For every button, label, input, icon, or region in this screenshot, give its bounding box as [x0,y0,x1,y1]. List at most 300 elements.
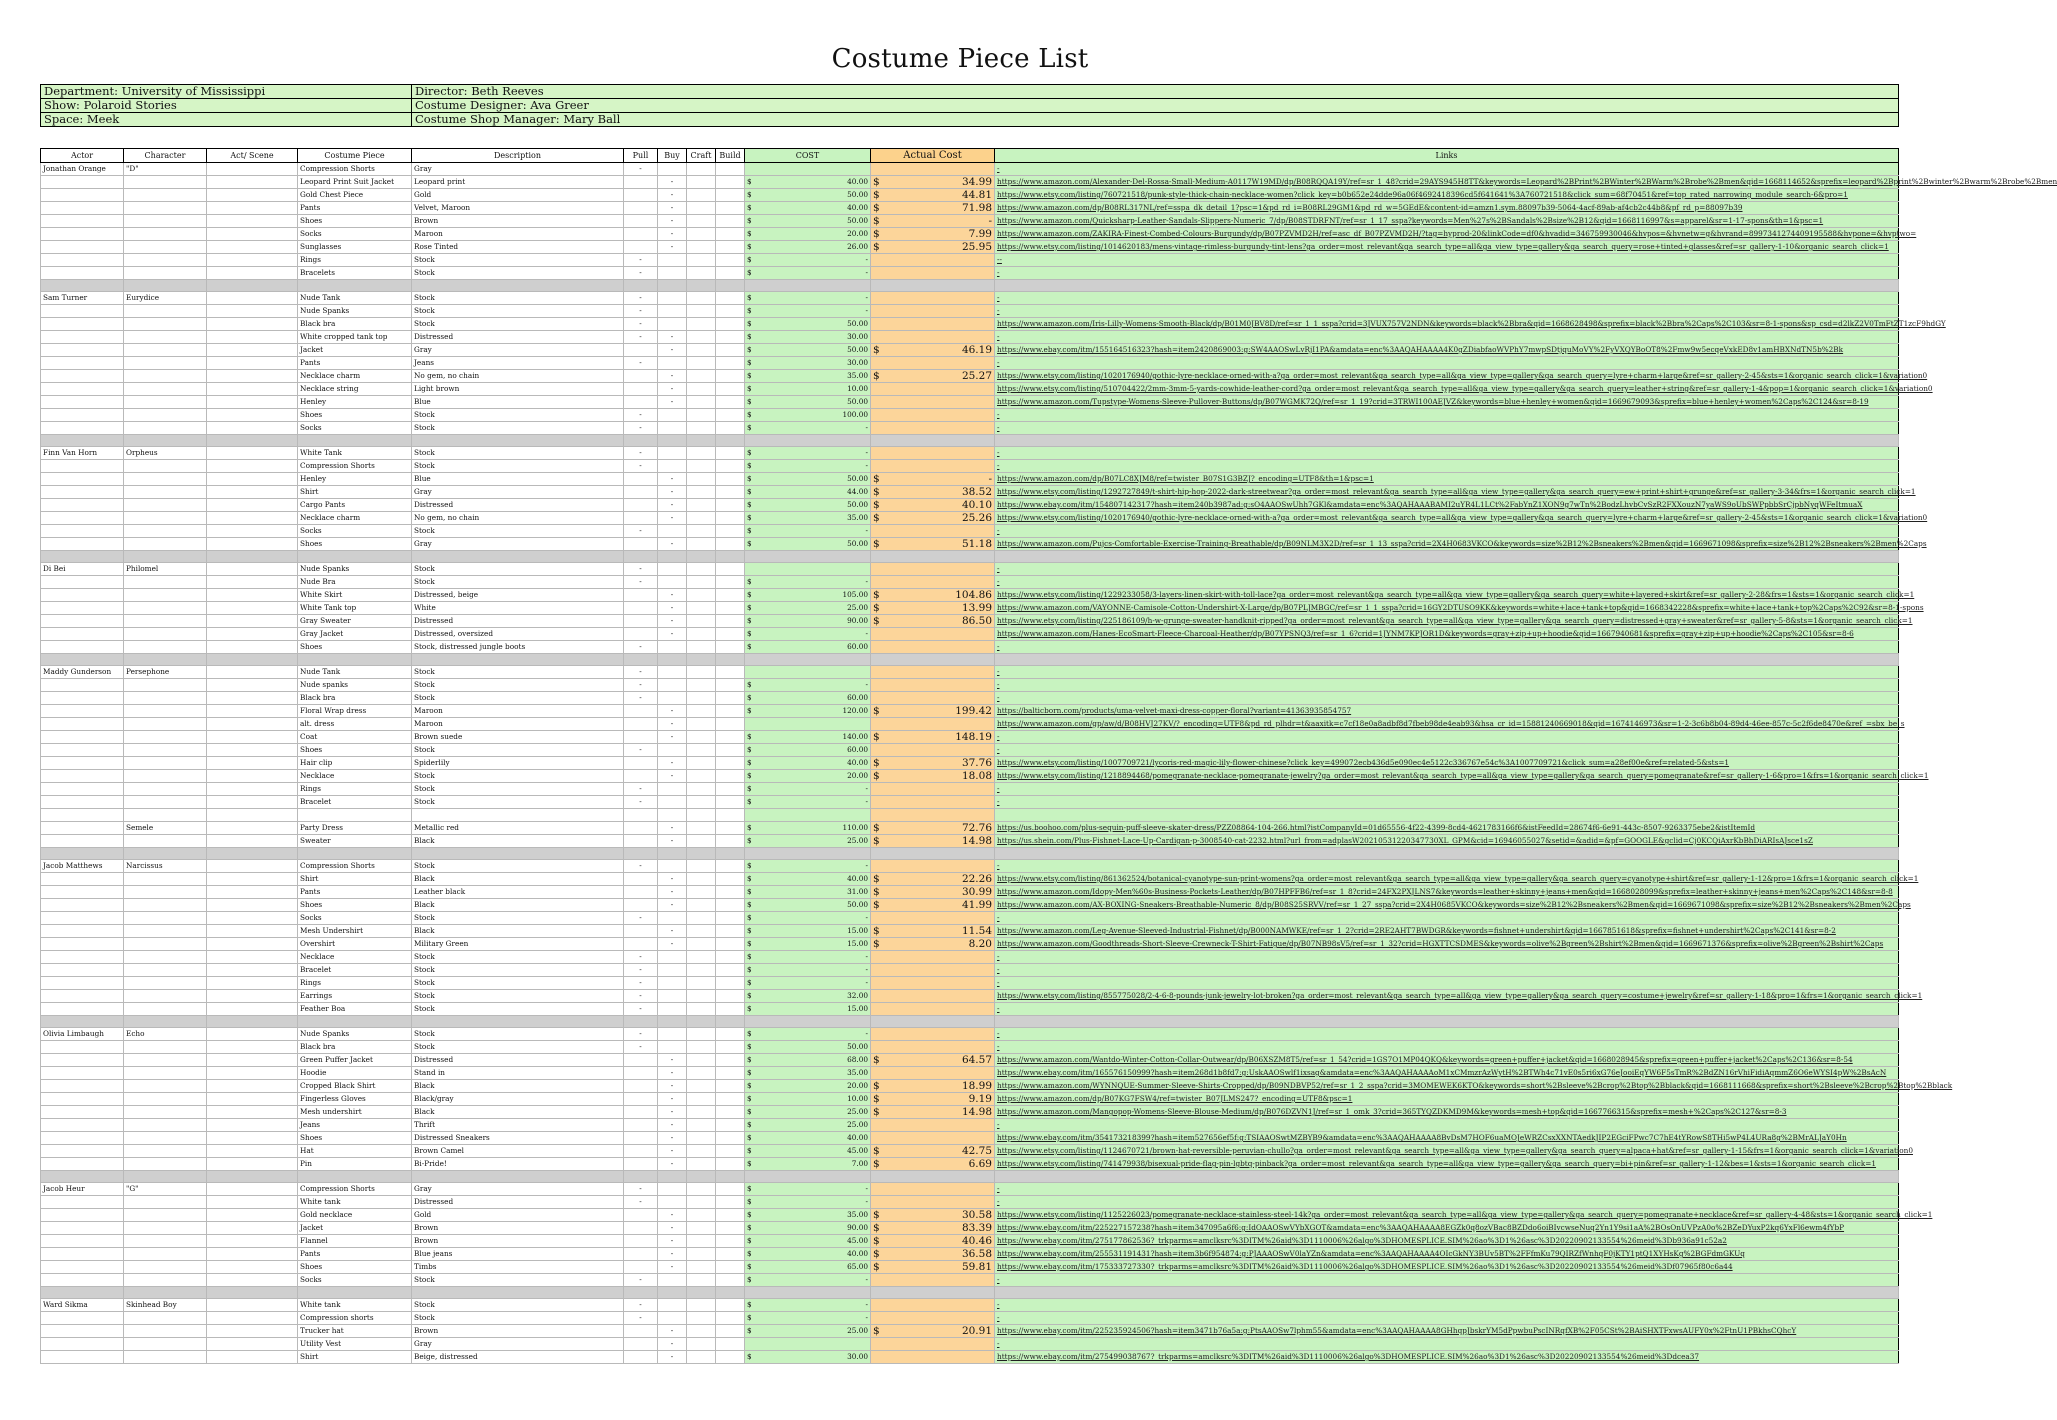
character-cell[interactable] [124,873,207,886]
buy-cell[interactable] [658,783,687,796]
description-cell[interactable]: Stock [412,666,624,679]
character-cell[interactable] [124,460,207,473]
craft-cell[interactable] [687,576,716,589]
build-cell[interactable] [716,964,745,977]
cost-cell[interactable] [745,563,871,576]
build-cell[interactable] [716,1261,745,1274]
character-cell[interactable] [124,267,207,280]
buy-cell[interactable] [658,254,687,267]
space-cell[interactable]: Space: Meek [41,113,412,127]
act-scene-cell[interactable] [207,525,298,538]
actor-cell[interactable] [41,1209,124,1222]
build-cell[interactable] [716,1132,745,1145]
cost-cell[interactable] [745,679,871,692]
craft-cell[interactable] [687,525,716,538]
pull-cell[interactable] [624,499,658,512]
cost-cell[interactable] [745,873,871,886]
craft-cell[interactable] [687,1338,716,1351]
cost-cell[interactable] [745,486,871,499]
character-cell[interactable] [124,215,207,228]
actor-cell[interactable] [41,1093,124,1106]
buy-cell[interactable]: - [658,1261,687,1274]
build-cell[interactable] [716,1054,745,1067]
actor-cell[interactable] [41,1106,124,1119]
description-cell[interactable]: Blue [412,396,624,409]
build-cell[interactable] [716,486,745,499]
character-cell[interactable] [124,1106,207,1119]
buy-cell[interactable] [658,576,687,589]
actual-cost-cell[interactable] [871,576,995,589]
actual-cost-cell[interactable] [871,692,995,705]
costume-piece-cell[interactable]: Gray Sweater [298,615,412,628]
character-cell[interactable] [124,1248,207,1261]
cost-cell[interactable] [745,731,871,744]
actual-cost-cell[interactable] [871,460,995,473]
build-cell[interactable] [716,1338,745,1351]
craft-cell[interactable] [687,1145,716,1158]
costume-piece-cell[interactable]: Floral Wrap dress [298,705,412,718]
buy-cell[interactable]: - [658,512,687,525]
buy-cell[interactable]: - [658,770,687,783]
link-cell[interactable]: https://us.boohoo.com/plus-sequin-puff-sleeve-skater-dress/PZZ08864-104-266.html?istCompanyId=01d65556-4f22-4399-8cd4-4621783166f6&istFeedId=28674f6-6e91-443c-8507-9263375ebe2&istItemId [995,822,1899,835]
actor-cell[interactable] [41,679,124,692]
actor-cell[interactable] [41,1145,124,1158]
description-cell[interactable]: Brown Camel [412,1145,624,1158]
actor-cell[interactable] [41,241,124,254]
actual-cost-cell[interactable] [871,1119,995,1132]
cost-cell[interactable] [745,344,871,357]
craft-cell[interactable] [687,589,716,602]
link-cell[interactable]: https://www.etsy.com/listing/510704422/2mm-3mm-5-yards-cowhide-leather-cord?ga_order=most_relevant&ga_search_type=all&ga_view_type=gallery&ga_search_query=leather+string&ref=sr_gallery-1-4&pop=1&organic_search_click=1&variation0 [995,383,1899,396]
actual-cost-cell[interactable] [871,447,995,460]
craft-cell[interactable] [687,447,716,460]
character-cell[interactable] [124,796,207,809]
pull-cell[interactable] [624,835,658,848]
pull-cell[interactable] [624,1338,658,1351]
actor-cell[interactable] [41,1351,124,1364]
description-cell[interactable]: Leather black [412,886,624,899]
actor-cell[interactable] [41,267,124,280]
craft-cell[interactable] [687,202,716,215]
cost-cell[interactable] [745,1261,871,1274]
pull-cell[interactable] [624,1351,658,1364]
act-scene-cell[interactable] [207,1132,298,1145]
link-cell[interactable]: - [995,447,1899,460]
actual-cost-cell[interactable] [871,228,995,241]
costume-piece-cell[interactable]: Sunglasses [298,241,412,254]
act-scene-cell[interactable] [207,873,298,886]
act-scene-cell[interactable] [207,292,298,305]
build-cell[interactable] [716,1274,745,1287]
craft-cell[interactable] [687,1299,716,1312]
buy-cell[interactable] [658,409,687,422]
buy-cell[interactable]: - [658,1145,687,1158]
cost-cell[interactable] [745,899,871,912]
craft-cell[interactable] [687,228,716,241]
costume-piece-cell[interactable]: White Tank [298,447,412,460]
buy-cell[interactable] [658,990,687,1003]
pull-cell[interactable] [624,1222,658,1235]
buy-cell[interactable] [658,1041,687,1054]
build-cell[interactable] [716,783,745,796]
actual-cost-cell[interactable] [871,1067,995,1080]
craft-cell[interactable] [687,176,716,189]
pull-cell[interactable]: - [624,409,658,422]
pull-cell[interactable] [624,473,658,486]
actor-cell[interactable] [41,1119,124,1132]
act-scene-cell[interactable] [207,679,298,692]
build-cell[interactable] [716,744,745,757]
actor-cell[interactable] [41,783,124,796]
actual-cost-cell[interactable] [871,1325,995,1338]
act-scene-cell[interactable] [207,176,298,189]
build-cell[interactable] [716,202,745,215]
character-cell[interactable] [124,977,207,990]
craft-cell[interactable] [687,679,716,692]
cost-cell[interactable] [745,757,871,770]
costume-piece-cell[interactable]: Shoes [298,641,412,654]
build-cell[interactable] [716,938,745,951]
craft-cell[interactable] [687,796,716,809]
description-cell[interactable]: Black [412,925,624,938]
costume-piece-cell[interactable]: Shirt [298,1351,412,1364]
description-cell[interactable]: White [412,602,624,615]
actor-cell[interactable] [41,473,124,486]
pull-cell[interactable]: - [624,254,658,267]
cost-cell[interactable] [745,1183,871,1196]
build-cell[interactable] [716,331,745,344]
cost-cell[interactable] [745,202,871,215]
act-scene-cell[interactable] [207,1183,298,1196]
pull-cell[interactable]: - [624,679,658,692]
build-cell[interactable] [716,409,745,422]
costume-piece-cell[interactable]: Necklace string [298,383,412,396]
buy-cell[interactable] [658,679,687,692]
craft-cell[interactable] [687,422,716,435]
build-cell[interactable] [716,1080,745,1093]
character-cell[interactable] [124,189,207,202]
character-cell[interactable] [124,383,207,396]
actual-cost-cell[interactable] [871,422,995,435]
pull-cell[interactable] [624,731,658,744]
actual-cost-cell[interactable] [871,383,995,396]
description-cell[interactable]: No gem, no chain [412,512,624,525]
actual-cost-cell[interactable] [871,409,995,422]
craft-cell[interactable] [687,705,716,718]
build-cell[interactable] [716,666,745,679]
link-cell[interactable]: https://www.amazon.com/gp/aw/d/B08HVJ27KV/?_encoding=UTF8&pd_rd_plhdr=t&aaxitk=c7cf18e0a8adbf8d7fbeb98de4eab93&hsa_cr_id=15881240669018&qid=1674146973&sr=1-2-3c6b8b04-89d4-46ee-857c-5c2f6de8470e&ref_=sbx_be_s [995,718,1899,731]
costume-piece-cell[interactable]: Mesh Undershirt [298,925,412,938]
cost-cell[interactable] [745,1003,871,1016]
buy-cell[interactable] [658,1183,687,1196]
description-cell[interactable]: Stock [412,447,624,460]
costume-piece-cell[interactable]: Gray Jacket [298,628,412,641]
craft-cell[interactable] [687,770,716,783]
actor-cell[interactable] [41,1338,124,1351]
costume-piece-cell[interactable]: Mesh undershirt [298,1106,412,1119]
pull-cell[interactable] [624,1093,658,1106]
actor-cell[interactable] [41,602,124,615]
link-cell[interactable]: https://www.amazon.com/Mangopop-Womens-Sleeve-Blouse-Medium/dp/B076DZVN1J/ref=sr_1_omk_3?crid=365TYQZDKMD9M&keywords=mesh+top&qid=1667766315&sprefix=mesh+%2Caps%2C127&sr=8-3 [995,1106,1899,1119]
costume-piece-cell[interactable]: Jacket [298,1222,412,1235]
actual-cost-cell[interactable] [871,770,995,783]
description-cell[interactable]: Gray [412,1183,624,1196]
header-build[interactable]: Build [716,149,745,163]
craft-cell[interactable] [687,744,716,757]
build-cell[interactable] [716,1312,745,1325]
costume-piece-cell[interactable]: Henley [298,396,412,409]
cost-cell[interactable] [745,990,871,1003]
build-cell[interactable] [716,176,745,189]
buy-cell[interactable]: - [658,835,687,848]
actor-cell[interactable] [41,938,124,951]
build-cell[interactable] [716,383,745,396]
character-cell[interactable] [124,357,207,370]
pull-cell[interactable] [624,873,658,886]
actor-cell[interactable] [41,977,124,990]
description-cell[interactable]: Distressed Sneakers [412,1132,624,1145]
character-cell[interactable] [124,1067,207,1080]
act-scene-cell[interactable] [207,1158,298,1171]
actual-cost-cell[interactable] [871,538,995,551]
actor-cell[interactable] [41,331,124,344]
build-cell[interactable] [716,692,745,705]
pull-cell[interactable]: - [624,1299,658,1312]
link-cell[interactable]: https://www.ebay.com/itm/154807142317?hash=item240b3987ad:g:sO4AAOSwUhh7GKl&amdata=enc%3AQAHAAABAMI2uYR4L1LCt%2FabYnZ1XON9g7wTn%2BodzLhvbCvSzR2FXXouzN7yaWS9oUbSWPpbbSrCjpbNyqWFeItmuaX [995,499,1899,512]
craft-cell[interactable] [687,835,716,848]
costume-piece-cell[interactable]: Pants [298,202,412,215]
actor-cell[interactable] [41,628,124,641]
act-scene-cell[interactable] [207,1351,298,1364]
act-scene-cell[interactable] [207,731,298,744]
costume-piece-cell[interactable]: Black bra [298,692,412,705]
cost-cell[interactable] [745,925,871,938]
craft-cell[interactable] [687,718,716,731]
buy-cell[interactable] [658,305,687,318]
craft-cell[interactable] [687,1351,716,1364]
cost-cell[interactable] [745,796,871,809]
cost-cell[interactable] [745,783,871,796]
buy-cell[interactable] [658,951,687,964]
pull-cell[interactable] [624,241,658,254]
pull-cell[interactable] [624,925,658,938]
actual-cost-cell[interactable] [871,731,995,744]
actor-cell[interactable] [41,460,124,473]
craft-cell[interactable] [687,499,716,512]
craft-cell[interactable] [687,1235,716,1248]
actual-cost-cell[interactable] [871,925,995,938]
actual-cost-cell[interactable] [871,873,995,886]
link-cell[interactable]: https://www.amazon.com/dp/B07KG7FSW4/ref=twister_B07JLMS247?_encoding=UTF8&psc=1 [995,1093,1899,1106]
link-cell[interactable]: - [995,1338,1899,1351]
craft-cell[interactable] [687,563,716,576]
character-cell[interactable] [124,1041,207,1054]
build-cell[interactable] [716,1145,745,1158]
actor-cell[interactable] [41,744,124,757]
actual-cost-cell[interactable] [871,1054,995,1067]
description-cell[interactable]: Black [412,1080,624,1093]
buy-cell[interactable] [658,1028,687,1041]
link-cell[interactable]: https://www.etsy.com/listing/855775028/2-4-6-8-pounds-junk-jewelry-lot-broken?ga_order=most_relevant&ga_search_type=all&ga_view_type=gallery&ga_search_query=costume+jewelry&ref=sr_gallery-1-18&pro=1&frs=1&organic_search_click=1 [995,990,1899,1003]
buy-cell[interactable] [658,422,687,435]
description-cell[interactable]: Stock [412,576,624,589]
buy-cell[interactable]: - [658,1093,687,1106]
craft-cell[interactable] [687,925,716,938]
buy-cell[interactable]: - [658,886,687,899]
actual-cost-cell[interactable] [871,796,995,809]
character-cell[interactable] [124,718,207,731]
header-actor[interactable]: Actor [41,149,124,163]
character-cell[interactable] [124,538,207,551]
craft-cell[interactable] [687,1222,716,1235]
link-cell[interactable]: - [995,860,1899,873]
craft-cell[interactable] [687,990,716,1003]
craft-cell[interactable] [687,305,716,318]
pull-cell[interactable]: - [624,357,658,370]
actor-cell[interactable] [41,499,124,512]
buy-cell[interactable] [658,912,687,925]
character-cell[interactable] [124,409,207,422]
description-cell[interactable]: Stock [412,783,624,796]
pull-cell[interactable]: - [624,1196,658,1209]
actor-cell[interactable] [41,215,124,228]
pull-cell[interactable] [624,1209,658,1222]
act-scene-cell[interactable] [207,1119,298,1132]
buy-cell[interactable]: - [658,938,687,951]
pull-cell[interactable] [624,938,658,951]
costume-piece-cell[interactable]: Shirt [298,873,412,886]
pull-cell[interactable] [624,512,658,525]
craft-cell[interactable] [687,318,716,331]
pull-cell[interactable]: - [624,1274,658,1287]
costume-piece-cell[interactable]: Flannel [298,1235,412,1248]
build-cell[interactable] [716,628,745,641]
build-cell[interactable] [716,977,745,990]
character-cell[interactable] [124,731,207,744]
character-cell[interactable] [124,241,207,254]
character-cell[interactable] [124,176,207,189]
link-cell[interactable]: - [995,679,1899,692]
cost-cell[interactable] [745,422,871,435]
link-cell[interactable]: https://www.ebay.com/itm/225227157238?hash=item347095a6f6:g:IdOAAOSwVYbXGOT&amdata=enc%3AAQAHAAAA8EGZk0q8ozVBac8BZDdo6oiBIvcwseNuq2Yn1Y9si1aA%2BOsOnUVPzA0o%2BZeDYuxP2kq6YxFl6ewm4fYbP [995,1222,1899,1235]
character-cell[interactable] [124,938,207,951]
cost-cell[interactable] [745,666,871,679]
act-scene-cell[interactable] [207,860,298,873]
act-scene-cell[interactable] [207,718,298,731]
cost-cell[interactable] [745,1274,871,1287]
build-cell[interactable] [716,1067,745,1080]
costume-piece-cell[interactable]: Compression Shorts [298,460,412,473]
description-cell[interactable]: Stock [412,460,624,473]
actor-cell[interactable] [41,912,124,925]
cost-cell[interactable] [745,705,871,718]
craft-cell[interactable] [687,1080,716,1093]
cost-cell[interactable] [745,1325,871,1338]
actor-cell[interactable] [41,357,124,370]
act-scene-cell[interactable] [207,1325,298,1338]
buy-cell[interactable]: - [658,486,687,499]
act-scene-cell[interactable] [207,666,298,679]
costume-piece-cell[interactable]: Necklace charm [298,512,412,525]
build-cell[interactable] [716,189,745,202]
cost-cell[interactable] [745,1235,871,1248]
act-scene-cell[interactable] [207,1338,298,1351]
act-scene-cell[interactable] [207,1248,298,1261]
buy-cell[interactable]: - [658,615,687,628]
craft-cell[interactable] [687,538,716,551]
description-cell[interactable]: Timbs [412,1261,624,1274]
build-cell[interactable] [716,422,745,435]
craft-cell[interactable] [687,357,716,370]
manager-cell[interactable]: Costume Shop Manager: Mary Ball [412,113,1899,127]
act-scene-cell[interactable] [207,641,298,654]
actor-cell[interactable] [41,254,124,267]
buy-cell[interactable]: - [658,1119,687,1132]
description-cell[interactable]: Rose Tinted [412,241,624,254]
costume-piece-cell[interactable]: Feather Boa [298,1003,412,1016]
build-cell[interactable] [716,305,745,318]
craft-cell[interactable] [687,912,716,925]
description-cell[interactable]: No gem, no chain [412,370,624,383]
pull-cell[interactable] [624,899,658,912]
act-scene-cell[interactable] [207,460,298,473]
link-cell[interactable]: - [995,977,1899,990]
act-scene-cell[interactable] [207,744,298,757]
character-cell[interactable] [124,912,207,925]
actual-cost-cell[interactable] [871,1248,995,1261]
character-cell[interactable] [124,1054,207,1067]
cost-cell[interactable] [745,331,871,344]
pull-cell[interactable] [624,589,658,602]
actual-cost-cell[interactable] [871,757,995,770]
craft-cell[interactable] [687,486,716,499]
costume-piece-cell[interactable]: Necklace [298,951,412,964]
cost-cell[interactable] [745,499,871,512]
cost-cell[interactable] [745,744,871,757]
act-scene-cell[interactable] [207,835,298,848]
cost-cell[interactable] [745,525,871,538]
costume-piece-cell[interactable]: Nude Spanks [298,305,412,318]
link-cell[interactable]: - [995,731,1899,744]
actual-cost-cell[interactable] [871,1041,995,1054]
act-scene-cell[interactable] [207,1299,298,1312]
character-cell[interactable] [124,1003,207,1016]
link-cell[interactable]: https://www.ebay.com/itm/275177862536?_trkparms=amclksrc%3DITM%26aid%3D1110006%26algo%3DHOMESPLICE.SIM%26ao%3D1%26asc%3D20220902133554%26meid%3Db936a91c52a2 [995,1235,1899,1248]
buy-cell[interactable]: - [658,1080,687,1093]
character-cell[interactable] [124,370,207,383]
build-cell[interactable] [716,822,745,835]
act-scene-cell[interactable] [207,1106,298,1119]
cost-cell[interactable] [745,241,871,254]
cost-cell[interactable] [745,964,871,977]
header-costume-piece[interactable]: Costume Piece [298,149,412,163]
pull-cell[interactable]: - [624,641,658,654]
description-cell[interactable]: Stock [412,1299,624,1312]
buy-cell[interactable]: - [658,705,687,718]
buy-cell[interactable]: - [658,538,687,551]
cost-cell[interactable] [745,254,871,267]
pull-cell[interactable]: - [624,1041,658,1054]
pull-cell[interactable]: - [624,447,658,460]
link-cell[interactable]: https://www.etsy.com/listing/225186109/h-w-grunge-sweater-handknit-ripped?ga_order=most_relevant&ga_search_type=all&ga_view_type=gallery&ga_search_query=distressed+gray+sweater&ref=sr_gallery-5-8&sts=1&organic_search_click=1 [995,615,1899,628]
pull-cell[interactable]: - [624,951,658,964]
cost-cell[interactable] [745,628,871,641]
buy-cell[interactable] [658,267,687,280]
act-scene-cell[interactable] [207,705,298,718]
character-cell[interactable] [124,305,207,318]
craft-cell[interactable] [687,1041,716,1054]
build-cell[interactable] [716,447,745,460]
